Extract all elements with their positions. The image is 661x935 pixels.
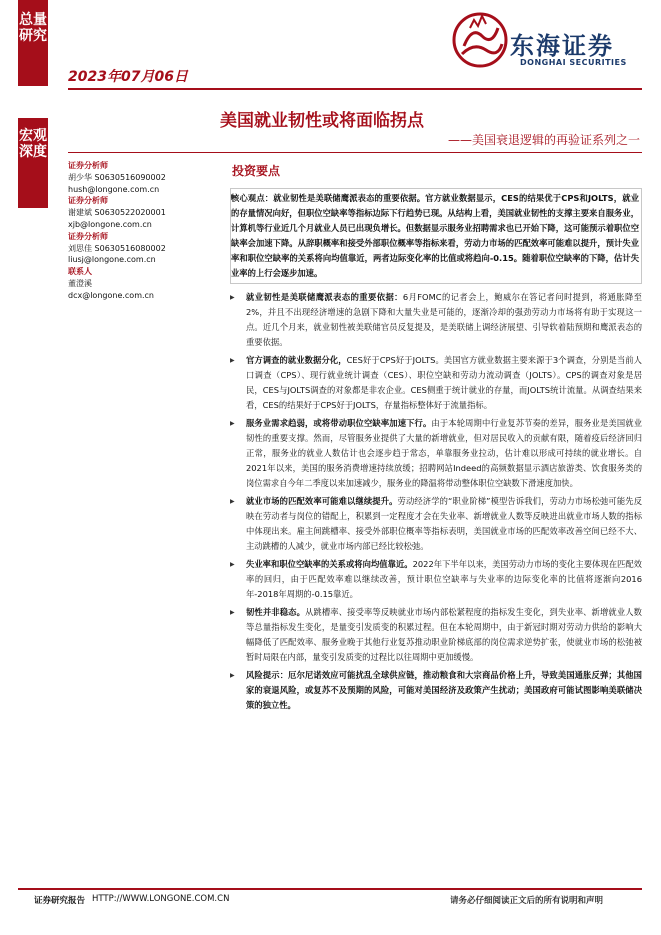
author-role: 证券分析师 <box>68 196 108 206</box>
key-point-text: CES好于CPS好于JOLTS。美国官方就业数据主要来源于3个调查，分别是当前人口调查（CPS）、现行就业统计调查（CES）、职位空缺和劳动力流动调查（JOLTS）。CPS的调查对象是居民，CES与JOLTS调查的对象都是非农企业。CES侧重于统计就业的存量，而JOLTS统计流量。从调查结果来看，CES的结果好于CPS好于JOLTS，存量指标整体好于流量指标。 <box>246 355 642 410</box>
author-name: 胡少华 S0630516090002 <box>68 172 166 182</box>
logo-text-en: DONGHAI SECURITIES <box>520 58 627 67</box>
key-point-text: 就业韧性是美联储鹰派表态的重要依据。官方就业数据显示，CES的结果优于CPS和JOLTS，就业的存量情况向好，但职位空缺率等指标边际下行趋势已现。从结构上看，美国就业韧性的支撑主要来自服务业，计算机等行业近几个月就业人员已出现负增长。但数据显示服务业招聘需求也已开始下降，这可能预示着职位空缺率会加速下降。从辞职概率和接受外部职位概率等指标来看，劳动力市场的匹配效率可能难以提升，预计失业率和职位空缺率的关系将向均值靠近，两者边际变化率的比值或将趋向-0.15。随着职位空缺率的下降，估计失业率的上行会逐步加速。 <box>231 193 639 278</box>
key-point-text: 由于本轮周期中行业复苏节奏的差异，服务业是美国就业韧性的重要支撑。然而，尽管服务业提供了大量的新增就业，但对居民收入的贡献有限，随着疫后经济回归正常，服务业的就业人数估计也会逐步趋于常态，单靠服务业拉动，估计难以形成可持续的就业增长。自2021年以来，美国的服务消费增速持续放缓；招聘网站Indeed的高频数据显示酒店旅游类、饮食服务类的岗位需求自今年二季度以来加速减少，服务业的降温将带动整体职位空缺数下滑速度加快。 <box>246 418 642 488</box>
key-point-text: 6月FOMC的记者会上，鲍威尔在答记者问时提到，将通胀降至2%，并且不出现经济增速的急剧下降和大量失业是可能的，逐渐冷却的强劲劳动力市场将有助于实现这一点。近几个月来，就业韧性被美联储官员反复提及，是美联储上调经济展望、引导软着陆预期和鹰派表态的重要依据。 <box>246 292 642 347</box>
author-email[interactable]: xjb@longone.com.cn <box>68 219 152 229</box>
key-point <box>230 494 642 554</box>
footer-divider <box>18 888 642 890</box>
author-email[interactable]: hush@longone.com.cn <box>68 184 160 194</box>
author-name: 刘思佳 S0630516080002 <box>68 243 166 253</box>
contact-email[interactable]: dcx@longone.com.cn <box>68 290 155 300</box>
author-name: 谢建斌 S0630522020001 <box>68 208 166 218</box>
key-point-head: 失业率和职位空缺率的关系或将向均值靠近。 <box>246 559 413 569</box>
author-role: 证券分析师 <box>68 231 108 241</box>
footer-disclaimer: 请务必仔细阅读正文后的所有说明和声明 <box>450 896 604 906</box>
key-point-core <box>230 188 642 284</box>
section-title: 投资要点 <box>232 164 281 178</box>
header-divider <box>68 88 642 90</box>
author-list <box>68 160 218 302</box>
risk-warning <box>230 668 642 713</box>
title-divider <box>68 152 642 153</box>
key-point-head: 核心观点： <box>231 193 274 203</box>
key-point <box>230 557 642 602</box>
footer-report-type: 证券研究报告 <box>34 896 86 906</box>
key-point-text: 劳动经济学的“职业阶梯”模型告诉我们，劳动力市场松弛可能先反映在劳动者与岗位的错配上，积累到一定程度才会在失业率、新增就业人数等反映进出就业市场人数的指标中体现出来。雇主间跳槽率、接受外部职位概率等指标表明，美国就业市场的匹配效率改善空间已经不大、主动跳槽的人减少，就业市场内部已经比较松弛。 <box>246 496 642 551</box>
key-point <box>230 605 642 665</box>
risk-text: 厄尔尼诺效应可能扰乱全球供应链，推动粮食和大宗商品价格上升，导致美国通胀反弹；其他国家的衰退风险，或复苏不及预期的风险，可能对美国经济及政策产生扰动；美国政府可能试图影响美联储决策的独立性。 <box>246 670 642 710</box>
key-point-head: 就业韧性是美联储鹰派表态的重要依据： <box>246 292 403 302</box>
author-email[interactable]: liusj@longone.com.cn <box>68 255 156 265</box>
key-point-text: 从跳槽率、接受率等反映就业市场内部松紧程度的指标发生变化，到失业率、新增就业人数等总量指标发生变化，是量变引发质变的积累过程。但在本轮周期中，由于新冠时期对劳动力供给的影响大幅降低了匹配效率、服务业晚于其他行业复苏推动职业阶梯底部的岗位需求逆势扩张，使就业市场的松弛被暂时局限在内部，量变引发质变的过程比以往周期中更加缓慢。 <box>246 607 642 662</box>
key-point-head: 官方调查的就业数据分化， <box>246 355 347 365</box>
key-point-text: 2022年下半年以来，美国劳动力市场的变化主要体现在匹配效率的回归，由于匹配效率难以继续改善，预计职位空缺率与失业率的边际变化率的比值将逐渐向2016年-2018年周期的-0.15靠近。 <box>246 559 642 599</box>
sidebar-category-tag: 总量研究 <box>18 0 48 86</box>
logo-text-cn: 东海证券 <box>510 32 614 60</box>
author-role: 证券分析师 <box>68 161 108 170</box>
key-point-head: 就业市场的匹配效率可能难以继续提升。 <box>246 496 398 506</box>
key-point <box>230 353 642 413</box>
contact-name: 董澄溪 <box>68 278 92 288</box>
report-subtitle: ——美国衰退逻辑的再验证系列之一 <box>447 133 640 147</box>
logo-emblem-icon <box>452 6 508 76</box>
footer-url-link[interactable]: HTTP://WWW.LONGONE.COM.CN <box>92 894 230 904</box>
report-title: 美国就业韧性或将面临拐点 <box>220 111 424 131</box>
contact-role: 联系人 <box>68 267 92 277</box>
key-points-body <box>230 188 642 716</box>
risk-head: 风险提示： <box>246 670 289 680</box>
key-point <box>230 416 642 491</box>
key-point <box>230 290 642 350</box>
key-point-head: 服务业需求趋弱，或将带动职位空缺率加速下行。 <box>246 418 432 428</box>
sidebar-section-tag: 宏观深度 <box>18 118 48 208</box>
report-date: 2023年07月06日 <box>68 69 188 85</box>
key-point-head: 韧性并非稳态。 <box>246 607 305 617</box>
